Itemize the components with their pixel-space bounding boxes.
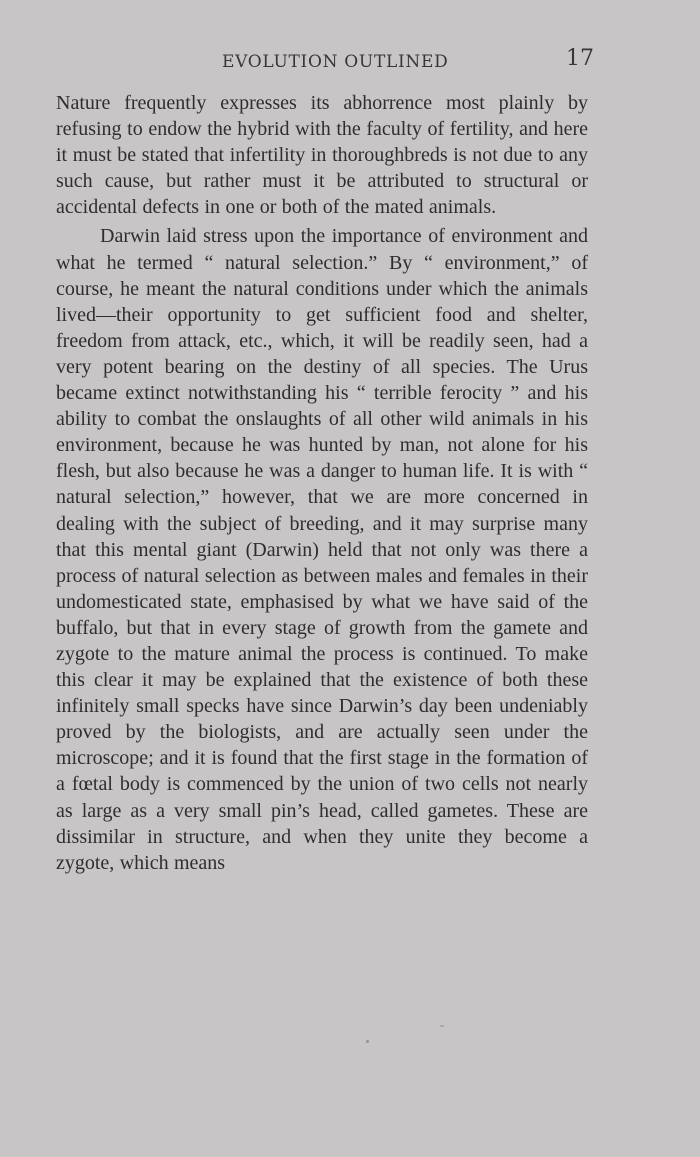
body-text bbox=[56, 90, 588, 876]
paragraph-darwin: Darwin laid stress upon the importance of environment and what he termed “ natural selection.” By “ environment,” of course, he meant the natural conditions under which the animals lived—their opportunity to get sufficient food and shelter, freedom from attack, etc., which, it will be readily seen, had a very potent bearing on the destiny of all species. The Urus became extinct notwithstanding his “ terrible ferocity ” and his ability to combat the onslaughts of all other wild animals in his environment, because he was hunted by man, not alone for his flesh, but also because he was a danger to human life. It is with “ natural selection,” however, that we are more concerned in dealing with the subject of breeding, and it may surprise many that this mental giant (Darwin) held that not only was there a process of natural selection as between males and females in their undomesticated state, emphasised by what we have said of the buffalo, but that in every stage of growth from the gamete and zygote to the mature animal the process is continued. To make this clear it may be explained that the existence of both these infinitely small specks have since Darwin’s day been undeniably proved by the biologists, and are actually seen under the microscope; and it is found that the first stage in the formation of a fœtal body is commenced by the union of two cells not nearly as large as a very small pin’s head, called gametes. These are dissimilar in structure, and when they unite they become a zygote, which means bbox=[56, 225, 588, 874]
running-head-title: EVOLUTION OUTLINED bbox=[222, 52, 449, 72]
paragraph-continuation: Nature frequently expresses its abhorrence most plainly by refusing to endow the hybrid with the faculty of fertility, and here it must be stated that infertility in thoroughbreds is not due to any such cause, but rather must it be attributed to structural or accidental defects in one or both of the mated animals. bbox=[56, 92, 588, 219]
page-number: 17 bbox=[566, 46, 594, 71]
paper-speck bbox=[366, 1040, 369, 1043]
paper-speck bbox=[440, 1025, 444, 1027]
running-head bbox=[56, 46, 594, 80]
